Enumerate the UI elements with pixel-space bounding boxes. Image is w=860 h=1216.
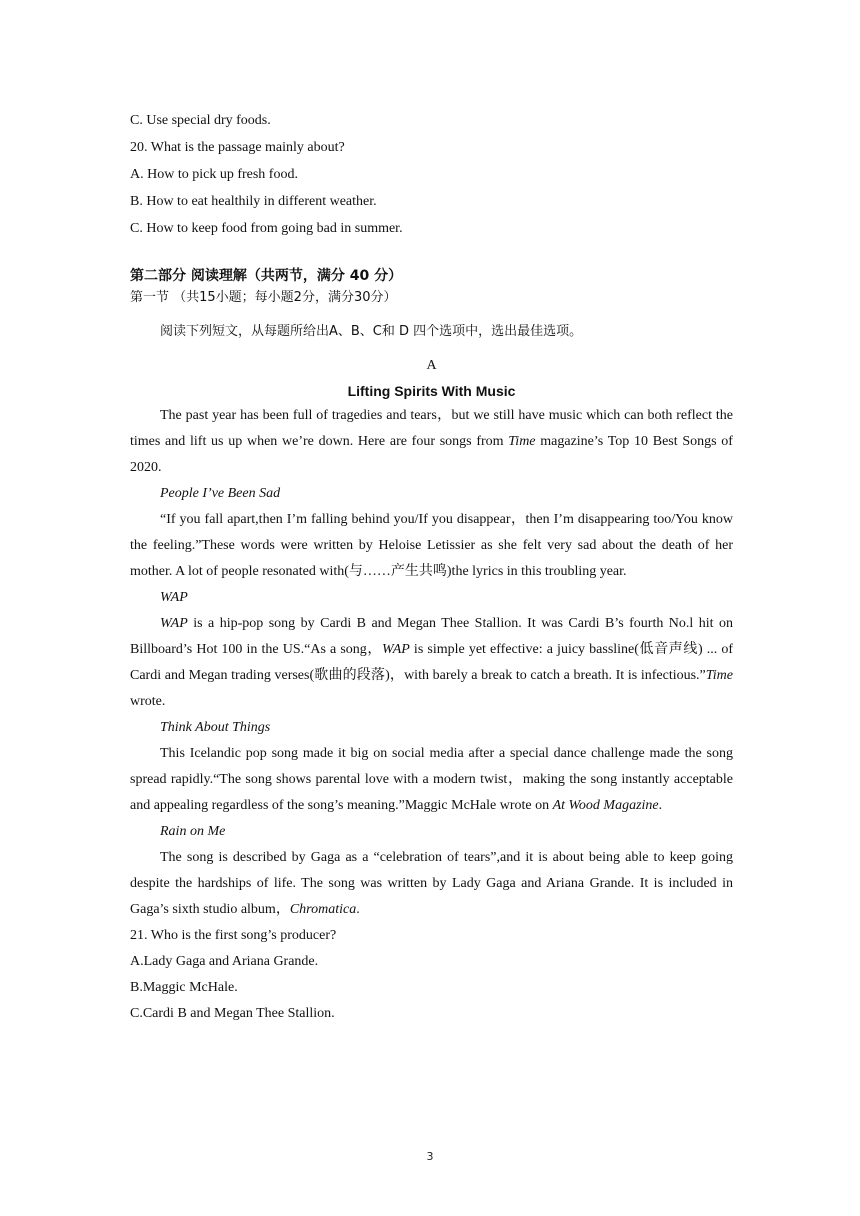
song2-text: WAP is a hip-pop song by Cardi B and Megan Thee Stallion. It was Cardi B’s fourth No.l hit on Billboard’s Hot 100 in the US.“As a song，WAP is simple yet effective: a juicy bassline(低音声线) ... of Cardi and Megan trading verses(歌曲的段落)，with barely a break to catch a breath. It is infectious.”Time wrote. [130,616,734,709]
passage-intro: The past year has been full of tragedies and tears，but we still have music which can both reflect the times and lift us up when we’re down. Here are four songs from Time magazine’s Top 10 Best Songs of 2020. [130,408,733,475]
song2-title: WAP [160,590,188,605]
question-20: 20. What is the passage mainly about? [130,140,345,155]
option-a-q21: A.Lady Gaga and Ariana Grande. [130,954,319,969]
page-number: 3 [426,1150,434,1163]
song1-text: “If you fall apart,then I’m falling behind you/If you disappear，then I’m disappearing too/You know the feeling.”These words were written by Heloise Letissier as she felt very sad about the death of her mother. A lot of people resonated with(与……产生共鸣)the lyrics in this troubling year. [130,512,733,579]
option-b-q20: B. How to eat healthily in different weather. [130,194,377,209]
option-a-q20: A. How to pick up fresh food. [130,167,298,182]
option-b-q21: B.Maggic McHale. [130,980,238,995]
option-c-q20: C. How to keep food from going bad in summer. [130,221,403,236]
section-subtitle: 第一节 （共15小题；每小题2分，满分30分） [130,290,397,305]
magazine-name: Time [508,434,536,449]
song1-title: People I’ve Been Sad [160,486,281,501]
option-c-q19: C. Use special dry foods. [130,113,271,128]
section-instruction: 阅读下列短文，从每题所给出A、B、C和 D 四个选项中，选出最佳选项。 [160,324,583,339]
page-content [130,107,733,1027]
option-c-q21: C.Cardi B and Megan Thee Stallion. [130,1006,335,1021]
passage-letter: A [426,358,437,373]
section-title: 第二部分 阅读理解（共两节，满分 40 分） [130,268,403,284]
question-21: 21. Who is the first song’s producer? [130,928,337,943]
song3-text: This Icelandic pop song made it big on social media after a special dance challenge made the song spread rapidly.“The song shows parental love with a modern twist，making the song instantly acceptable and appealing regardless of the song’s meaning.”Maggic McHale wrote on At Wood Magazine. [130,746,733,813]
passage-title: Lifting Spirits With Music [347,383,516,399]
song4-text: The song is described by Gaga as a “celebration of tears”,and it is about being able to keep going despite the hardships of life. The song was written by Lady Gaga and Ariana Grande. It is included in Gaga’s sixth studio album，Chromatica. [130,850,733,917]
song4-title: Rain on Me [160,824,226,839]
song3-title: Think About Things [160,720,271,735]
